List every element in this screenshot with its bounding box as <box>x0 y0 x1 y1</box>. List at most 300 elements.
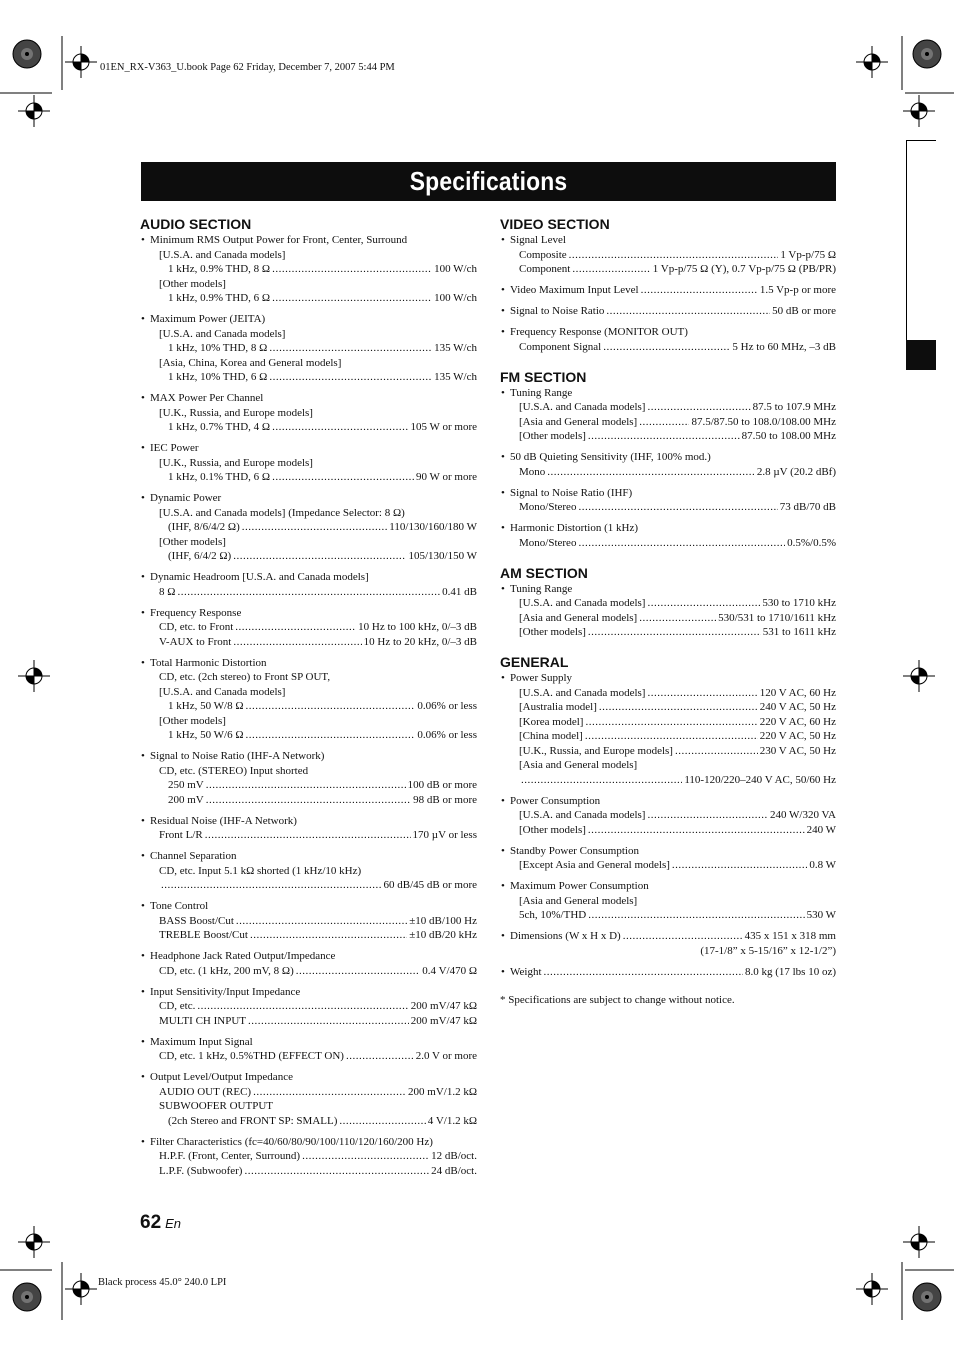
side-tab-marker <box>906 340 936 370</box>
bullet-icon: • <box>141 442 145 454</box>
dot-leader <box>246 699 416 714</box>
spec-item <box>500 929 836 958</box>
bullet-icon: • <box>141 656 145 669</box>
spec-value: 0.06% or less <box>417 729 477 741</box>
dot-leader <box>161 878 382 893</box>
bullet-icon: • <box>141 492 145 504</box>
dot-leader <box>177 585 440 600</box>
spec-line <box>140 549 477 564</box>
spec-line <box>140 828 477 843</box>
spec-line <box>140 312 477 327</box>
spec-value: 220 V AC, 60 Hz <box>759 715 836 728</box>
spec-value: 240 W/320 VA <box>769 809 836 821</box>
spec-line <box>500 879 836 894</box>
spec-value: 530 W <box>806 909 836 921</box>
spec-line <box>140 749 477 764</box>
spec-line <box>140 1149 477 1164</box>
dot-leader <box>253 1085 406 1100</box>
spec-value: 105 W or more <box>410 421 477 433</box>
spec-line <box>500 929 836 944</box>
spec-item <box>140 441 477 485</box>
spec-item <box>140 749 477 807</box>
spec-line <box>500 700 836 715</box>
spec-label: CD, etc. to Front <box>159 621 234 633</box>
spec-line <box>500 671 836 686</box>
video-section-heading: VIDEO SECTION <box>500 216 610 232</box>
spec-line <box>140 277 477 292</box>
spec-value: 170 µV or less <box>412 829 477 841</box>
spec-label: IEC Power <box>150 442 199 454</box>
bullet-icon: • <box>141 850 145 862</box>
spec-label: [Other models] <box>159 535 226 548</box>
spec-item <box>140 312 477 385</box>
spec-line <box>140 506 477 521</box>
dot-leader <box>206 778 406 793</box>
bullet-icon: • <box>501 234 505 246</box>
spec-item <box>500 671 836 787</box>
spec-label: Headphone Jack Rated Output/Impedance <box>150 950 336 962</box>
spec-label: Maximum Power Consumption <box>510 880 649 892</box>
dot-leader <box>675 744 758 759</box>
bullet-icon: • <box>501 305 505 317</box>
spec-label: Frequency Response (MONITOR OUT) <box>510 326 688 338</box>
spec-line <box>140 849 477 864</box>
spec-label: [U.S.A. and Canada models] <box>159 327 286 340</box>
spec-value: 0.06% or less <box>417 700 477 712</box>
bullet-icon: • <box>501 582 505 595</box>
dot-leader <box>302 1149 429 1164</box>
spec-label: [U.K., Russia, and Europe models] <box>159 456 313 469</box>
bullet-icon: • <box>141 313 145 325</box>
spec-label: 8 Ω <box>159 585 176 598</box>
spec-line <box>500 625 836 640</box>
spec-label: Dynamic Headroom [U.S.A. and Canada models] <box>150 571 369 583</box>
page-title: Specifications <box>409 166 568 196</box>
dot-leader <box>205 828 411 843</box>
spec-value: 135 W/ch <box>434 342 477 354</box>
spec-item <box>140 849 477 893</box>
spec-label: [China model] <box>519 730 583 742</box>
spec-line <box>500 386 836 401</box>
spec-value: 5 Hz to 60 MHz, –3 dB <box>732 340 836 353</box>
spec-label: [U.S.A. and Canada models] <box>519 809 646 821</box>
spec-label: [Korea model] <box>519 715 584 728</box>
spec-label: (2ch Stereo and FRONT SP: SMALL) <box>168 1114 338 1127</box>
spec-label: [U.S.A. and Canada models] <box>519 597 646 609</box>
spec-line <box>140 606 477 621</box>
spec-line <box>140 793 477 808</box>
spec-line <box>140 714 477 729</box>
spec-line <box>140 441 477 456</box>
spec-label: Signal to Noise Ratio (IHF) <box>510 486 633 499</box>
spec-label: CD, etc. 1 kHz, 0.5%THD (EFFECT ON) <box>159 1050 344 1062</box>
spec-label: (IHF, 8/6/4/2 Ω) <box>168 521 240 533</box>
spec-line <box>140 491 477 506</box>
spec-line <box>500 794 836 809</box>
spec-item <box>500 794 836 838</box>
spec-label: [Australia model] <box>519 701 597 713</box>
spec-item <box>140 899 477 943</box>
spec-line <box>140 520 477 535</box>
am-section-list <box>500 582 836 640</box>
spec-line <box>500 894 836 909</box>
spec-value: 135 W/ch <box>434 371 477 383</box>
spec-label: Maximum Power (JEITA) <box>150 313 266 325</box>
dot-leader <box>272 420 408 435</box>
spec-line <box>500 340 836 355</box>
general-section-heading: GENERAL <box>500 654 569 670</box>
spec-label: 1 kHz, 0.1% THD, 6 Ω <box>168 471 271 483</box>
spec-label: Weight <box>510 965 542 978</box>
dot-leader <box>235 620 356 635</box>
spec-label: Tuning Range <box>510 386 573 399</box>
audio-section-heading: AUDIO SECTION <box>140 216 252 232</box>
spec-value: 100 W/ch <box>434 263 477 275</box>
spec-label: Input Sensitivity/Input Impedance <box>150 985 301 998</box>
spec-value: 0.41 dB <box>442 585 477 598</box>
spec-value: 8.0 kg (17 lbs 10 oz) <box>744 965 836 978</box>
spec-line <box>140 656 477 671</box>
spec-line <box>140 999 477 1014</box>
dot-leader <box>272 262 432 277</box>
dot-leader <box>233 549 406 564</box>
spec-line <box>500 400 836 415</box>
spec-item <box>140 391 477 435</box>
spec-label: [Asia and General models] <box>519 894 638 907</box>
bullet-icon: • <box>141 985 145 998</box>
spec-label: Filter Characteristics (fc=40/60/80/90/100/110/120/160/200 Hz) <box>150 1135 433 1148</box>
spec-line <box>500 729 836 744</box>
spec-value: 87.5/87.50 to 108.0/108.00 MHz <box>691 415 836 428</box>
spec-line <box>140 291 477 306</box>
bullet-icon: • <box>501 522 505 534</box>
dot-leader <box>296 964 421 979</box>
spec-label: 1 kHz, 10% THD, 8 Ω <box>168 342 268 354</box>
spec-line <box>500 744 836 759</box>
dot-leader <box>244 1164 429 1179</box>
spec-value: 0.8 W <box>809 859 836 871</box>
spec-line <box>140 370 477 385</box>
spec-label: CD, etc. (1 kHz, 200 mV, 8 Ω) <box>159 964 294 977</box>
dot-leader <box>603 340 730 355</box>
spec-line <box>140 949 477 964</box>
spec-value: 531 to 1611 kHz <box>762 626 836 638</box>
spec-line <box>140 1085 477 1100</box>
spec-value: 2.8 µV (20.2 dBf) <box>756 465 836 478</box>
spec-label: Video Maximum Input Level <box>510 284 639 296</box>
spec-label: [Except Asia and General models] <box>519 859 670 871</box>
spec-item <box>500 325 836 354</box>
spec-label: Power Supply <box>510 672 573 684</box>
spec-label: 200 mV <box>168 793 204 806</box>
spec-line <box>500 582 836 597</box>
side-tab <box>906 140 936 370</box>
spec-item <box>140 570 477 599</box>
spec-value: 87.5 to 107.9 MHz <box>752 401 836 413</box>
spec-item <box>500 304 836 319</box>
spec-label: 1 kHz, 0.7% THD, 4 Ω <box>168 421 271 433</box>
spec-label: AUDIO OUT (REC) <box>159 1085 252 1098</box>
spec-item <box>500 486 836 515</box>
spec-line <box>500 325 836 340</box>
spec-line <box>140 341 477 356</box>
spec-label: H.P.F. (Front, Center, Surround) <box>159 1150 301 1162</box>
dot-leader <box>599 700 758 715</box>
spec-item <box>500 844 836 873</box>
dot-leader <box>197 999 408 1014</box>
bullet-icon: • <box>141 900 145 912</box>
spec-line <box>140 391 477 406</box>
spec-line <box>500 500 836 515</box>
bullet-icon: • <box>501 794 505 807</box>
spec-item <box>140 985 477 1029</box>
dot-leader <box>544 965 743 980</box>
spec-line <box>140 456 477 471</box>
spec-value: 10 Hz to 100 kHz, 0/–3 dB <box>358 621 477 633</box>
spec-line <box>500 715 836 730</box>
spec-line <box>140 778 477 793</box>
dot-leader <box>606 304 770 319</box>
dot-leader <box>585 729 758 744</box>
spec-line <box>500 486 836 501</box>
bullet-icon: • <box>141 750 145 762</box>
spec-value: 200 mV/1.2 kΩ <box>408 1085 477 1098</box>
spec-label: [U.S.A. and Canada models] (Impedance Selector: 8 Ω) <box>159 506 405 519</box>
spec-label: TREBLE Boost/Cut <box>159 929 248 941</box>
spec-value: 1 Vp-p/75 Ω <box>780 248 836 261</box>
spec-item <box>140 1035 477 1064</box>
spec-label: Tuning Range <box>510 582 573 595</box>
page-number-value: 62 <box>140 1212 162 1233</box>
spec-line <box>140 878 477 893</box>
spec-line <box>500 844 836 859</box>
spec-line <box>140 262 477 277</box>
bullet-icon: • <box>141 606 145 619</box>
bullet-icon: • <box>141 814 145 827</box>
spec-line <box>140 964 477 979</box>
spec-line <box>140 764 477 779</box>
bullet-icon: • <box>501 486 505 499</box>
dot-leader <box>588 823 805 838</box>
spec-label: [U.K., Russia, and Europe models] <box>159 406 313 419</box>
spec-item <box>140 233 477 306</box>
bullet-icon: • <box>501 451 505 463</box>
dot-leader <box>242 520 388 535</box>
dot-leader <box>547 465 755 480</box>
page-language: En <box>165 1216 182 1231</box>
spec-label: Signal to Noise Ratio (IHF-A Network) <box>150 750 325 762</box>
spec-value: 1 Vp-p/75 Ω (Y), 0.7 Vp-p/75 Ω (PB/PR) <box>652 263 836 275</box>
spec-line <box>140 985 477 1000</box>
spec-line <box>140 914 477 929</box>
spec-label: Total Harmonic Distortion <box>150 656 267 669</box>
spec-label: Harmonic Distortion (1 kHz) <box>510 522 638 534</box>
spec-line <box>140 470 477 485</box>
spec-line <box>140 1014 477 1029</box>
spec-line <box>140 1164 477 1179</box>
dot-leader <box>521 773 682 788</box>
dot-leader <box>578 536 785 551</box>
bullet-icon: • <box>501 844 505 857</box>
spec-label: Signal to Noise Ratio <box>510 305 605 317</box>
dot-leader <box>269 341 432 356</box>
spec-line <box>500 283 836 298</box>
spec-value: 100 dB or more <box>407 779 477 791</box>
spec-label: [Other models] <box>159 714 226 727</box>
spec-line <box>140 864 477 879</box>
spec-value: 100 W/ch <box>434 292 477 304</box>
spec-value: 2.0 V or more <box>415 1050 477 1062</box>
bullet-icon: • <box>141 392 145 404</box>
bullet-icon: • <box>501 965 505 978</box>
spec-item <box>140 1070 477 1128</box>
spec-line <box>140 1049 477 1064</box>
spec-value: 200 mV/47 kΩ <box>410 1000 477 1012</box>
spec-label: L.P.F. (Subwoofer) <box>159 1164 243 1177</box>
spec-item <box>500 283 836 298</box>
spec-line <box>500 596 836 611</box>
spec-value: 87.50 to 108.00 MHz <box>741 430 836 442</box>
spec-label: 250 mV <box>168 779 204 791</box>
spec-line <box>500 808 836 823</box>
spec-value: 0.4 V/470 Ω <box>422 964 477 977</box>
spec-label: Frequency Response <box>150 606 242 619</box>
spec-label: Output Level/Output Impedance <box>150 1071 293 1083</box>
spec-value: 1.5 Vp-p or more <box>759 284 836 296</box>
spec-item <box>140 1135 477 1179</box>
dot-leader <box>647 808 768 823</box>
dot-leader <box>250 928 407 943</box>
bullet-icon: • <box>141 571 145 583</box>
spec-item <box>140 606 477 650</box>
spec-line <box>140 699 477 714</box>
spec-label: [U.K., Russia, and Europe models] <box>519 744 673 757</box>
dot-leader <box>236 914 407 929</box>
dot-leader <box>647 686 757 701</box>
page-number <box>140 1212 181 1234</box>
spec-item <box>500 386 836 444</box>
dot-leader <box>246 728 416 743</box>
spec-value: ±10 dB/20 kHz <box>409 929 477 941</box>
spec-line <box>140 356 477 371</box>
dot-leader <box>233 635 361 650</box>
spec-label: [Asia and General models] <box>519 611 638 624</box>
dot-leader <box>623 929 743 944</box>
left-column <box>140 214 477 1185</box>
spec-label: CD, etc. (2ch stereo) to Front SP OUT, <box>159 671 331 683</box>
spec-line <box>500 262 836 277</box>
spec-label: Minimum RMS Output Power for Front, Center, Surround <box>150 234 408 246</box>
spec-item <box>140 491 477 564</box>
spec-line <box>500 521 836 536</box>
spec-label: 50 dB Quieting Sensitivity (IHF, 100% mod.) <box>510 451 711 463</box>
spec-line <box>500 611 836 626</box>
spec-label: [U.S.A. and Canada models] <box>519 686 646 699</box>
spec-item <box>140 656 477 743</box>
spec-line <box>140 535 477 550</box>
spec-line <box>140 1114 477 1129</box>
dot-leader <box>272 291 432 306</box>
change-notice: * Specifications are subject to change without notice. <box>500 994 735 1006</box>
bullet-icon: • <box>141 1071 145 1083</box>
spec-item <box>140 814 477 843</box>
bullet-icon: • <box>501 930 505 942</box>
fm-section-heading: FM SECTION <box>500 368 587 385</box>
dot-leader <box>585 715 757 730</box>
bullet-icon: • <box>501 880 505 892</box>
header-note: 01EN_RX-V363_U.book Page 62 Friday, December 7, 2007 5:44 PM <box>100 62 395 73</box>
spec-label: CD, etc. <box>159 1000 196 1012</box>
dot-leader <box>578 500 777 515</box>
spec-line <box>500 908 836 923</box>
bullet-icon: • <box>141 1035 145 1048</box>
spec-value: 4 V/1.2 kΩ <box>427 1114 477 1127</box>
bullet-icon: • <box>141 234 145 246</box>
spec-line <box>140 685 477 700</box>
spec-value: 240 W <box>806 823 836 836</box>
spec-label: 1 kHz, 50 W/8 Ω <box>168 700 244 712</box>
spec-label: MAX Power Per Channel <box>150 392 264 404</box>
spec-label: [Asia, China, Korea and General models] <box>159 356 342 369</box>
spec-line <box>500 450 836 465</box>
spec-label: CD, etc. (STEREO) Input shorted <box>159 764 309 777</box>
spec-value: 0.5%/0.5% <box>787 536 836 549</box>
spec-value: 98 dB or more <box>413 793 477 806</box>
spec-line <box>140 620 477 635</box>
spec-line <box>140 233 477 248</box>
spec-label: 1 kHz, 0.9% THD, 6 Ω <box>168 292 271 304</box>
spec-label: Front L/R <box>159 829 203 841</box>
spec-label: Channel Separation <box>150 850 237 862</box>
spec-line <box>140 1099 477 1114</box>
spec-value: 120 V AC, 60 Hz <box>759 686 836 699</box>
spec-value: 530 to 1710 kHz <box>762 597 836 609</box>
spec-label: [Other models] <box>519 823 586 836</box>
dot-leader <box>346 1049 414 1064</box>
spec-value: 240 V AC, 50 Hz <box>759 701 836 713</box>
spec-line <box>500 429 836 444</box>
spec-line <box>140 670 477 685</box>
spec-label: 1 kHz, 10% THD, 6 Ω <box>168 371 268 383</box>
spec-label: Composite <box>519 248 567 261</box>
spec-label: [Asia and General models] <box>519 415 638 428</box>
bullet-icon: • <box>501 326 505 338</box>
spec-value: 60 dB/45 dB or more <box>383 879 477 891</box>
dot-leader <box>647 596 760 611</box>
dot-leader <box>647 400 750 415</box>
spec-item <box>500 233 836 277</box>
dot-leader <box>206 793 411 808</box>
spec-line <box>140 1135 477 1150</box>
spec-value: 530/531 to 1710/1611 kHz <box>718 611 836 624</box>
spec-label: CD, etc. Input 5.1 kΩ shorted (1 kHz/10 kHz) <box>159 864 362 877</box>
spec-line <box>140 327 477 342</box>
spec-value: 110-120/220–240 V AC, 50/60 Hz <box>684 773 836 786</box>
spec-label: [U.S.A. and Canada models] <box>159 248 286 261</box>
spec-label: Mono/Stereo <box>519 536 577 549</box>
dot-leader <box>588 429 740 444</box>
spec-label: 1 kHz, 0.9% THD, 8 Ω <box>168 263 271 275</box>
spec-line <box>500 823 836 838</box>
spec-label: [Other models] <box>519 626 586 638</box>
spec-line <box>140 420 477 435</box>
spec-label: [Other models] <box>159 277 226 290</box>
spec-line <box>140 1035 477 1050</box>
spec-label: [Asia and General models] <box>519 759 638 771</box>
spec-line <box>140 899 477 914</box>
spec-label: [U.S.A. and Canada models] <box>159 685 286 698</box>
spec-label: (IHF, 6/4/2 Ω) <box>168 550 232 562</box>
